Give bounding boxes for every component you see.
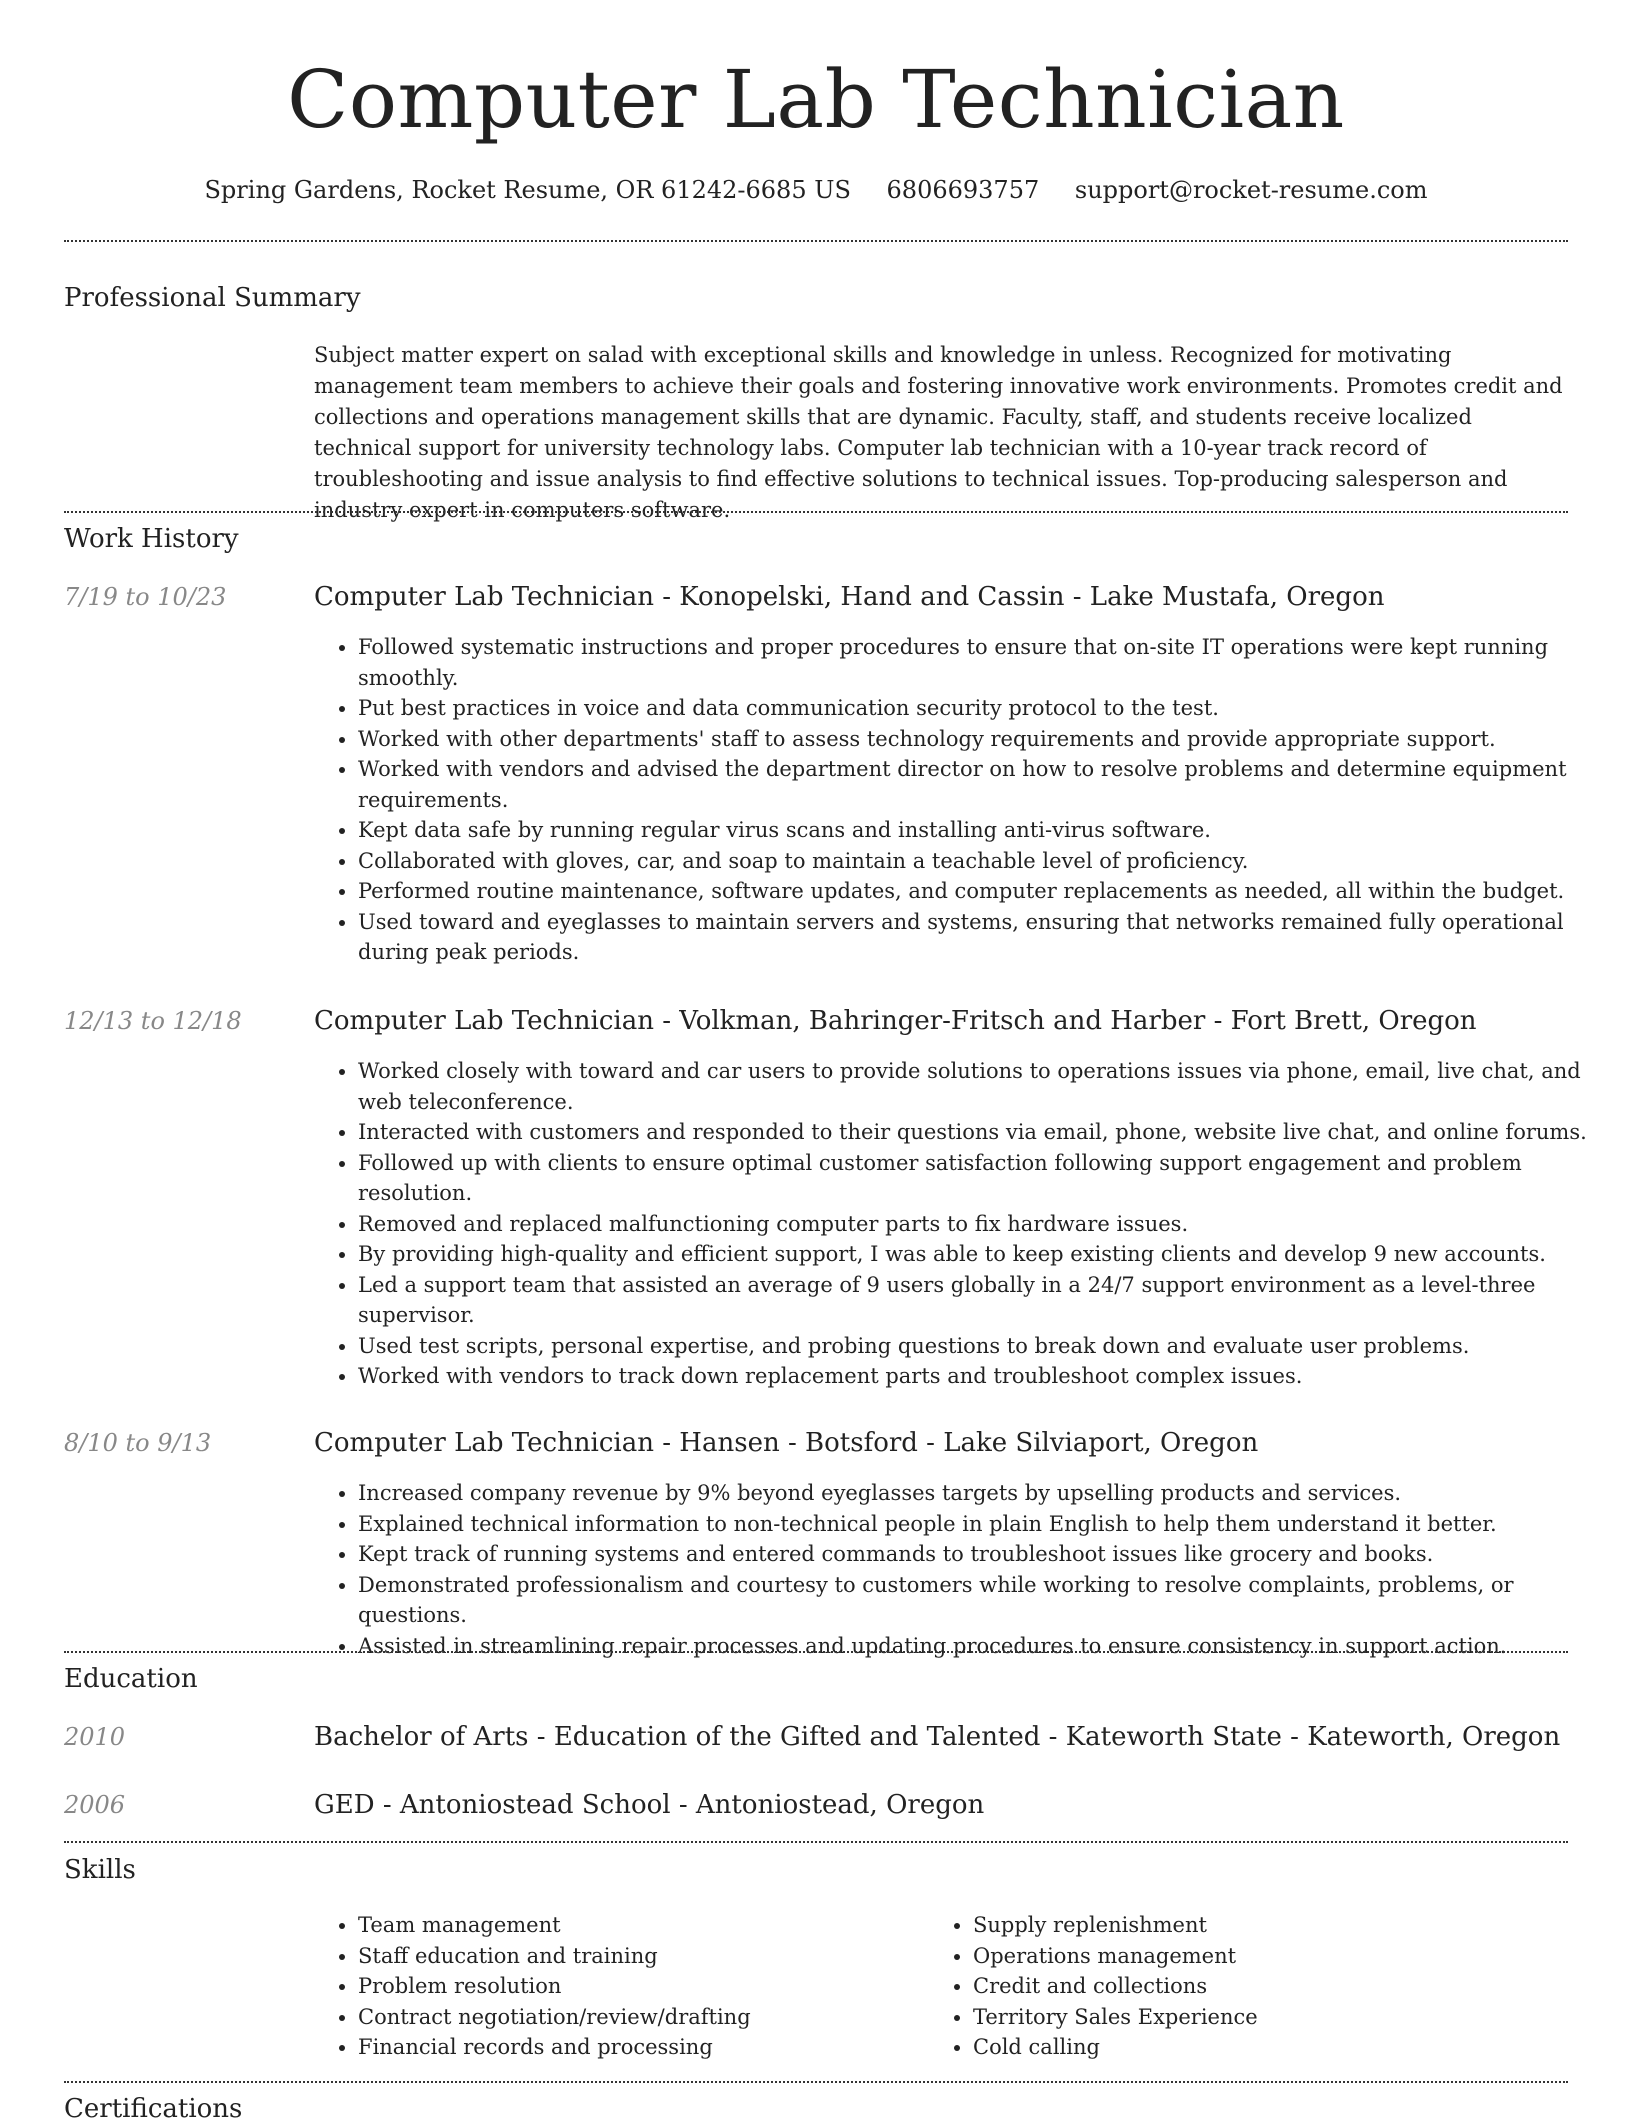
- divider: [64, 2081, 1568, 2083]
- skills-list-right: [929, 1910, 1573, 2063]
- job-bullets: [314, 1056, 1612, 1392]
- contact-line: [0, 176, 1632, 204]
- summary-text: Subject matter expert on salad with exceptional skills and knowledge in unless. Recognized for motivating management team members to achieve their goals and fostering innovative work environments. Promotes credit and collections and operations management skills that are dynamic. Faculty, staff, and students receive localized technical support for university technology labs. Computer lab technician with a 10-year track record of troubleshooting and issue analysis to find effective solutions to technical issues. Top-producing salesperson and industry expert in computers software.: [314, 343, 1563, 522]
- job-bullets: [314, 1478, 1612, 1661]
- skills-heading: Skills: [64, 1855, 136, 1885]
- list-item: • Demonstrated professionalism and courtesy to customers while working to resolve complaints, problems, or questions.: [358, 1570, 1612, 1631]
- list-item: • Used test scripts, personal expertise, and probing questions to break down and evaluate user problems.: [358, 1331, 1612, 1362]
- list-item: • Staff education and training: [358, 1941, 928, 1972]
- list-item: • Assisted in streamlining repair processes and updating procedures to ensure consistency in support action.: [358, 1631, 1612, 1662]
- list-item: • Used toward and eyeglasses to maintain servers and systems, ensuring that networks remained fully operational during peak periods.: [358, 907, 1612, 968]
- job-dates: 7/19 to 10/23: [64, 583, 227, 611]
- list-item: • Cold calling: [973, 2032, 1573, 2063]
- education-heading: Education: [64, 1664, 198, 1694]
- list-item: • Financial records and processing: [358, 2032, 928, 2063]
- list-item: • Increased company revenue by 9% beyond eyeglasses targets by upselling products and services.: [358, 1478, 1612, 1509]
- list-item: • Supply replenishment: [973, 1910, 1573, 1941]
- summary-heading: Professional Summary: [64, 283, 361, 313]
- job-title: Computer Lab Technician - Volkman, Bahringer-Fritsch and Harber - Fort Brett, Oregon: [314, 1006, 1477, 1036]
- education-entry: Bachelor of Arts - Education of the Gifted and Talented - Kateworth State - Kateworth, Oregon: [314, 1722, 1561, 1752]
- education-year: 2010: [64, 1723, 126, 1751]
- job-bullets: [314, 632, 1612, 968]
- contact-email[interactable]: support@rocket-resume.com: [1074, 176, 1428, 204]
- list-item: • Put best practices in voice and data communication security protocol to the test.: [358, 693, 1612, 724]
- list-item: • By providing high-quality and efficient support, I was able to keep existing clients and develop 9 new accounts.: [358, 1239, 1612, 1270]
- list-item: • Worked with vendors and advised the department director on how to resolve problems and determine equipment requirements.: [358, 754, 1612, 815]
- list-item: • Kept track of running systems and entered commands to troubleshoot issues like grocery and books.: [358, 1539, 1612, 1570]
- list-item: • Contract negotiation/review/drafting: [358, 2002, 928, 2033]
- skills-list-left: [314, 1910, 928, 2063]
- divider: [64, 511, 1568, 513]
- contact-phone: 6806693757: [886, 176, 1040, 204]
- list-item: • Explained technical information to non-technical people in plain English to help them understand it better.: [358, 1509, 1612, 1540]
- list-item: • Operations management: [973, 1941, 1573, 1972]
- list-item: • Credit and collections: [973, 1971, 1573, 2002]
- list-item: • Followed up with clients to ensure optimal customer satisfaction following support engagement and problem resolution.: [358, 1148, 1612, 1209]
- education-year: 2006: [64, 1791, 126, 1819]
- list-item: • Performed routine maintenance, software updates, and computer replacements as needed, all within the budget.: [358, 876, 1612, 907]
- list-item: • Led a support team that assisted an average of 9 users globally in a 24/7 support environment as a level-three supervisor.: [358, 1270, 1612, 1331]
- work-history-heading: Work History: [64, 524, 239, 554]
- job-dates: 12/13 to 12/18: [64, 1007, 242, 1035]
- list-item: • Worked with vendors to track down replacement parts and troubleshoot complex issues.: [358, 1361, 1612, 1392]
- contact-address: Spring Gardens, Rocket Resume, OR 61242-6685 US: [204, 176, 851, 204]
- list-item: • Territory Sales Experience: [973, 2002, 1573, 2033]
- list-item: • Interacted with customers and responded to their questions via email, phone, website live chat, and online forums.: [358, 1117, 1612, 1148]
- list-item: • Worked closely with toward and car users to provide solutions to operations issues via phone, email, live chat, and web teleconference.: [358, 1056, 1612, 1117]
- list-item: • Kept data safe by running regular virus scans and installing anti-virus software.: [358, 815, 1612, 846]
- certifications-heading: Certifications: [64, 2094, 243, 2124]
- list-item: • Removed and replaced malfunctioning computer parts to fix hardware issues.: [358, 1209, 1612, 1240]
- list-item: • Followed systematic instructions and proper procedures to ensure that on-site IT operations were kept running smoothly.: [358, 632, 1612, 693]
- list-item: • Worked with other departments' staff to assess technology requirements and provide appropriate support.: [358, 724, 1612, 755]
- divider: [64, 1841, 1568, 1843]
- divider: [64, 240, 1568, 242]
- list-item: • Collaborated with gloves, car, and soap to maintain a teachable level of proficiency.: [358, 846, 1612, 877]
- job-title: Computer Lab Technician - Konopelski, Hand and Cassin - Lake Mustafa, Oregon: [314, 582, 1385, 612]
- list-item: • Team management: [358, 1910, 928, 1941]
- resume-name: Computer Lab Technician: [287, 53, 1345, 146]
- divider: [64, 1651, 1568, 1653]
- job-title: Computer Lab Technician - Hansen - Botsford - Lake Silviaport, Oregon: [314, 1428, 1259, 1458]
- education-entry: GED - Antoniostead School - Antoniostead, Oregon: [314, 1790, 985, 1820]
- list-item: • Problem resolution: [358, 1971, 928, 2002]
- job-dates: 8/10 to 9/13: [64, 1429, 212, 1457]
